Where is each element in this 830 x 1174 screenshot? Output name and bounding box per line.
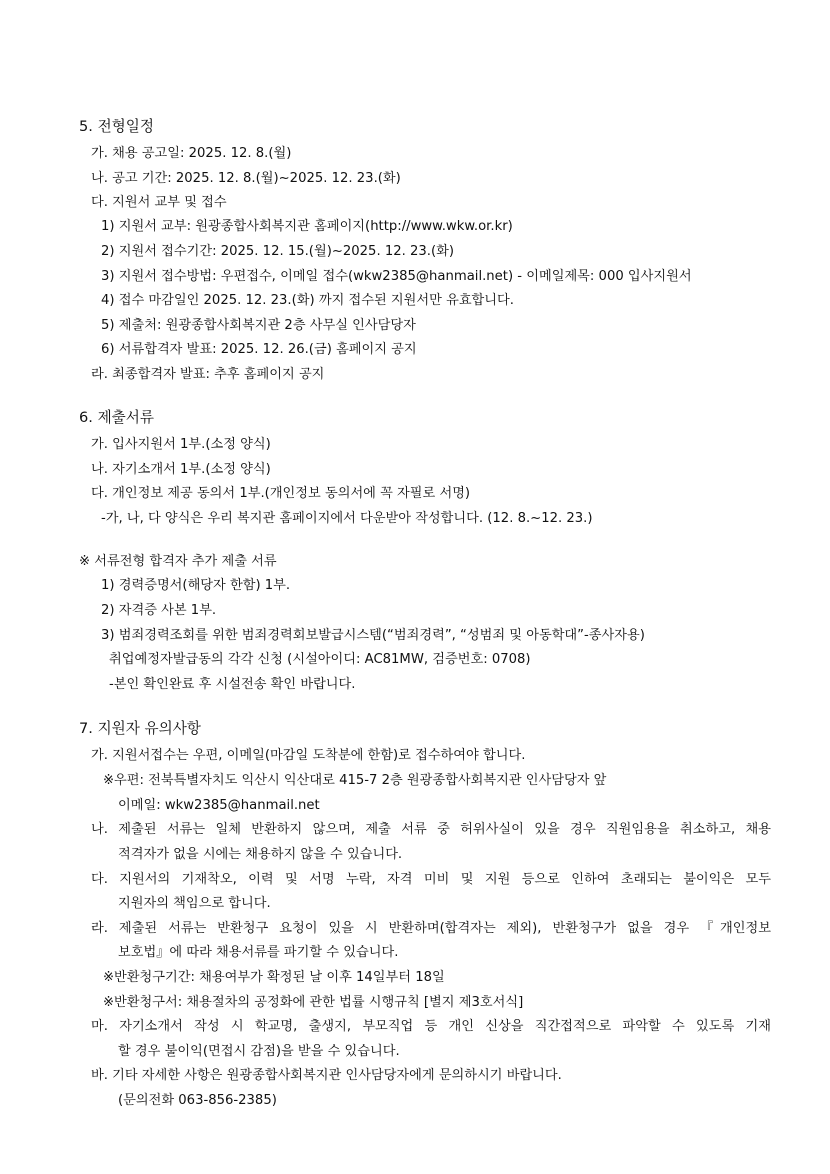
list-item: 2) 자격증 사본 1부.: [101, 603, 217, 618]
list-item: 나. 자기소개서 1부.(소정 양식): [91, 462, 271, 477]
list-item: 가. 채용 공고일: 2025. 12. 8.(월): [91, 146, 292, 161]
list-item: ※우편: 전북특별자치도 익산시 익산대로 415-7 2층 원광종합사회복지관 인사담당자 앞: [103, 773, 607, 788]
list-item: 가. 지원서접수는 우편, 이메일(마감일 도착분에 한함)로 접수하여야 합니다.: [91, 748, 526, 763]
list-item: 가. 입사지원서 1부.(소정 양식): [91, 437, 271, 452]
list-item: 2) 지원서 접수기간: 2025. 12. 15.(월)~2025. 12. 23.(화): [101, 244, 454, 259]
list-item: 4) 접수 마감일인 2025. 12. 23.(화) 까지 접수된 지원서만 유효합니다.: [101, 293, 514, 308]
list-item: 바. 기타 자세한 사항은 원광종합사회복지관 인사담당자에게 문의하시기 바랍니다.: [91, 1068, 562, 1083]
contact-phone: (문의전화 063-856-2385): [118, 1093, 277, 1108]
list-item: 다. 지원서 교부 및 접수: [91, 195, 227, 210]
list-item: 마. 자기소개서 작성 시 학교명, 출생지, 부모직업 등 개인 신상을 직간접적으로 파악할 수 있도록 기재: [91, 1019, 771, 1034]
list-item: -본인 확인완료 후 시설전송 확인 바랍니다.: [109, 677, 356, 692]
list-item: 지원자의 책임으로 합니다.: [118, 896, 271, 911]
list-item: 보호법』에 따라 채용서류를 파기할 수 있습니다.: [118, 945, 399, 960]
list-item: 1) 경력증명서(해당자 한함) 1부.: [101, 578, 291, 593]
list-item: 할 경우 불이익(면접시 감점)을 받을 수 있습니다.: [118, 1044, 400, 1059]
list-item: 취업예정자발급동의 각각 신청 (시설아이디: AC81MW, 검증번호: 0708): [109, 652, 531, 667]
list-item: 다. 지원서의 기재착오, 이력 및 서명 누락, 자격 미비 및 지원 등으로 인하여 초래되는 불이익은 모두: [91, 872, 771, 887]
list-item: 6) 서류합격자 발표: 2025. 12. 26.(금) 홈페이지 공지: [101, 342, 417, 357]
section-6-heading: 6. 제출서류: [79, 409, 154, 426]
list-item: -가, 나, 다 양식은 우리 복지관 홈페이지에서 다운받아 작성합니다. (12. 8.~12. 23.): [101, 511, 593, 526]
extra-docs-heading: ※ 서류전형 합격자 추가 제출 서류: [79, 554, 277, 569]
section-5-heading: 5. 전형일정: [79, 118, 154, 135]
list-item: 3) 지원서 접수방법: 우편접수, 이메일 접수(wkw2385@hanmail.net) - 이메일제목: 000 입사지원서: [101, 269, 692, 284]
list-item: 다. 개인정보 제공 동의서 1부.(개인정보 동의서에 꼭 자필로 서명): [91, 486, 471, 501]
list-item: 나. 공고 기간: 2025. 12. 8.(월)~2025. 12. 23.(화): [91, 171, 401, 186]
section-7-heading: 7. 지원자 유의사항: [79, 720, 201, 737]
list-item: 라. 최종합격자 발표: 추후 홈페이지 공지: [91, 367, 325, 382]
list-item: 적격자가 없을 시에는 채용하지 않을 수 있습니다.: [118, 847, 403, 862]
list-item: 3) 범죄경력조회를 위한 범죄경력회보발급시스템(“범죄경력”, “성범죄 및 아동학대”-종사자용): [101, 628, 645, 643]
list-item: 5) 제출처: 원광종합사회복지관 2층 사무실 인사담당자: [101, 318, 416, 333]
list-item: ※반환청구서: 채용절차의 공정화에 관한 법률 시행규칙 [별지 제3호서식]: [103, 995, 524, 1010]
list-item: 1) 지원서 교부: 원광종합사회복지관 홈페이지(http://www.wkw.or.kr): [101, 219, 513, 234]
list-item: ※반환청구기간: 채용여부가 확정된 날 이후 14일부터 18일: [103, 970, 445, 985]
list-item: 이메일: wkw2385@hanmail.net: [118, 798, 320, 813]
list-item: 나. 제출된 서류는 일체 반환하지 않으며, 제출 서류 중 허위사실이 있을 경우 직원임용을 취소하고, 채용: [91, 822, 771, 837]
list-item: 라. 제출된 서류는 반환청구 요청이 있을 시 반환하며(합격자는 제외), 반환청구가 없을 경우 『개인정보: [91, 921, 771, 936]
